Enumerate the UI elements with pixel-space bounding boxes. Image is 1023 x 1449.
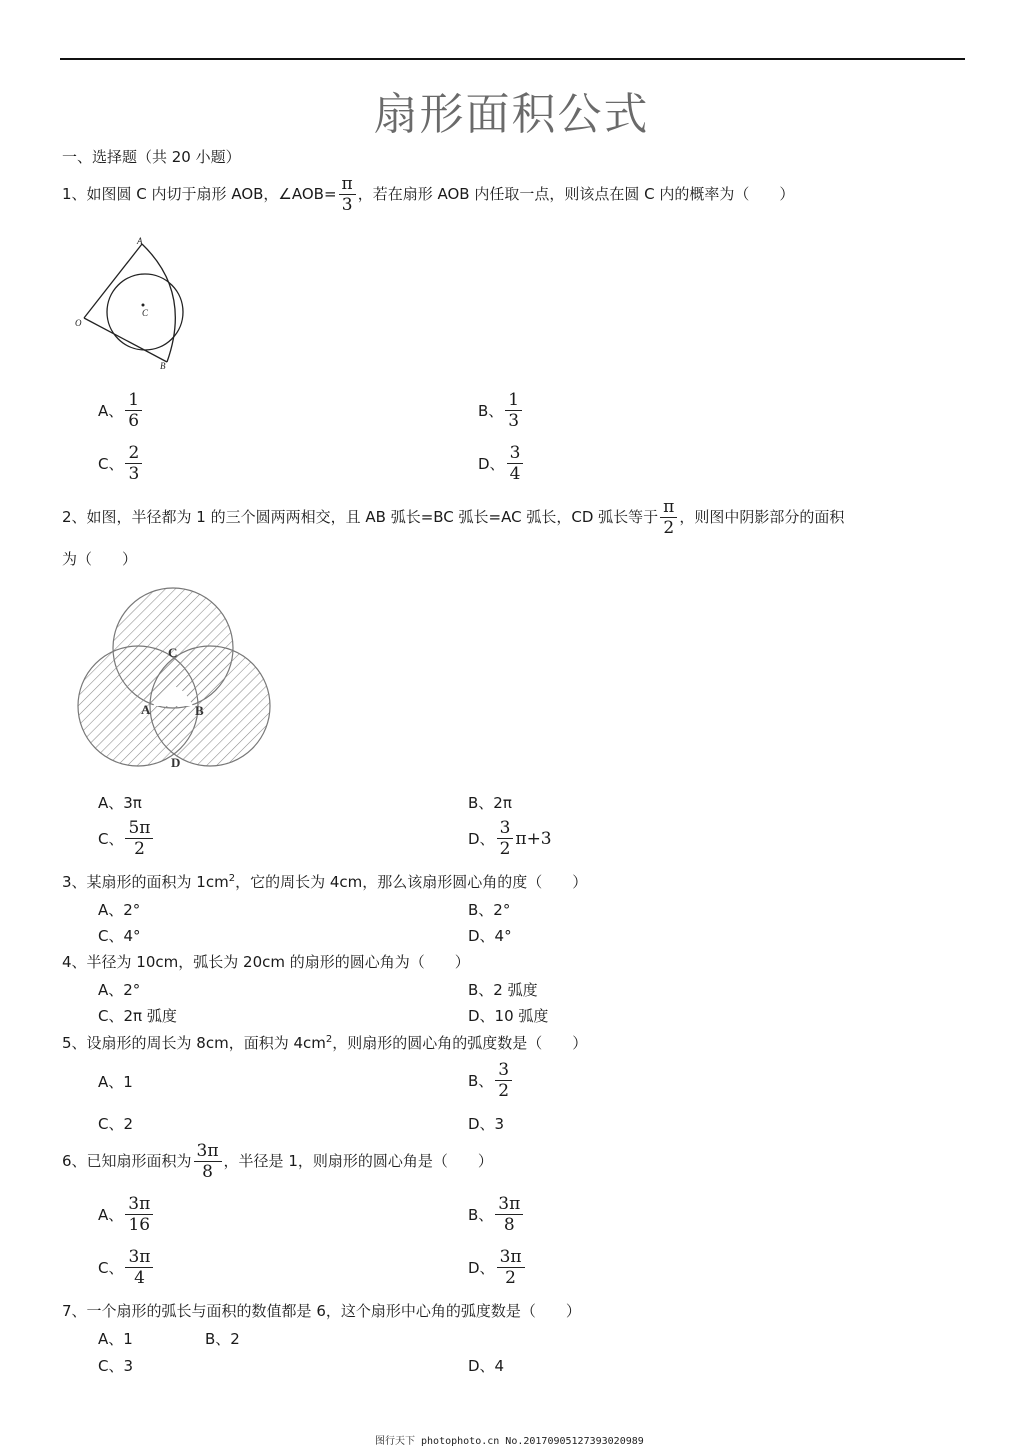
q1-line-oa: [84, 244, 142, 318]
question-5: 5、设扇形的周长为 8cm，面积为 $4cm^2$，则扇形的圆心角的弧度数是（ ）: [62, 1034, 588, 1052]
q7-option-d: D、4: [468, 1357, 505, 1375]
q1-label-o: O: [75, 318, 82, 328]
q4-option-b: B、2 弧度: [468, 981, 538, 999]
question-6: 6、已知扇形面积为 $\frac{3\pi}{8}$ ，半径是 1，则扇形的圆心角是（ ）: [62, 1141, 493, 1182]
q1-figure: [70, 232, 200, 372]
q1-option-d: D、 $\frac{3}{4}$: [478, 443, 525, 484]
question-2-line-2: 为（ ）: [62, 550, 138, 568]
q2-label-a: A: [141, 702, 151, 717]
q3-option-a: A、2°: [98, 901, 141, 919]
q3-option-b: B、2°: [468, 901, 511, 919]
q4-option-c: C、2π 弧度: [98, 1007, 177, 1025]
q7-option-b: B、2: [205, 1330, 240, 1348]
question-4: 4、半径为 10cm，弧长为 20cm 的扇形的圆心角为（ ）: [62, 953, 470, 971]
q1-post: ，若在扇形 AOB 内任取一点，则该点在圆 C 内的概率为（ ）: [357, 185, 795, 203]
question-1: [62, 172, 794, 216]
top-rule: [60, 58, 965, 60]
question-3: 3、某扇形的面积为 $1cm^2$，它的周长为 4cm，那么该扇形圆心角的度（ ）: [62, 873, 588, 891]
question-7: 7、一个扇形的弧长与面积的数值都是 6，这个扇形中心角的弧度数是（ ）: [62, 1302, 581, 1320]
q1-option-a: A、 $\frac{1}{6}$: [98, 390, 144, 431]
q6-fraction: $\frac{3\pi}{8}$: [194, 1141, 222, 1182]
page-title: 扇形面积公式: [373, 89, 650, 140]
section-heading: 一、选择题（共 20 小题）: [62, 148, 241, 166]
q6-option-c: C、 $\frac{3\pi}{4}$: [98, 1247, 155, 1288]
question-2: 2、如图，半径都为 1 的三个圆两两相交，且 AB 弧长=BC 弧长=AC 弧长，CD 弧长等于 $\frac{\pi}{2}$ ，则图中阴影部分的面积: [62, 497, 845, 538]
q6-option-d: D、 $\frac{3\pi}{2}$: [468, 1247, 527, 1288]
q1-label-c: C: [142, 308, 149, 318]
q6-option-a: A、 $\frac{3\pi}{16}$: [98, 1194, 155, 1235]
q2-fraction: $\frac{\pi}{2}$: [660, 497, 677, 538]
q1-label-a: A: [137, 236, 143, 246]
q1-label-b: B: [160, 361, 166, 371]
q4-option-d: D、10 弧度: [468, 1007, 549, 1025]
q5-option-a: A、1: [98, 1073, 133, 1091]
q5-option-d: D、3: [468, 1115, 505, 1133]
q2-option-d: D、 $\frac{3}{2}$ π+3: [468, 818, 552, 859]
q1-line-ob: [84, 318, 167, 362]
q5-option-b: B、 $\frac{3}{2}$: [468, 1060, 514, 1101]
q7-option-c: C、3: [98, 1357, 134, 1375]
q3-option-c: C、4°: [98, 927, 141, 945]
q2-figure: [70, 585, 280, 775]
footer-watermark: 图行天下 photophoto.cn No.20170905127393020989: [375, 1436, 644, 1447]
q3-option-d: D、4°: [468, 927, 512, 945]
q1-arc-ab: [142, 244, 175, 362]
q1-option-b: B、 $\frac{1}{3}$: [478, 390, 524, 431]
q5-option-c: C、2: [98, 1115, 134, 1133]
q2-label-c: C: [168, 645, 178, 660]
q2-label-d: D: [171, 755, 181, 770]
q2-option-a: A、3π: [98, 794, 142, 812]
q1-fraction: $\frac{\pi}{3}$: [339, 174, 356, 215]
q1-option-c: C、 $\frac{2}{3}$: [98, 443, 144, 484]
q6-option-b: B、 $\frac{3\pi}{8}$: [468, 1194, 525, 1235]
q2-option-b: B、2π: [468, 794, 512, 812]
q1-center-dot: [142, 304, 145, 307]
q2-label-b: B: [195, 703, 204, 718]
q4-option-a: A、2°: [98, 981, 141, 999]
q7-option-a: A、1: [98, 1330, 133, 1348]
q2-option-c: C、 $\frac{5\pi}{2}$: [98, 818, 155, 859]
q1-pre: 1、如图圆 C 内切于扇形 AOB，∠AOB=: [62, 185, 337, 203]
